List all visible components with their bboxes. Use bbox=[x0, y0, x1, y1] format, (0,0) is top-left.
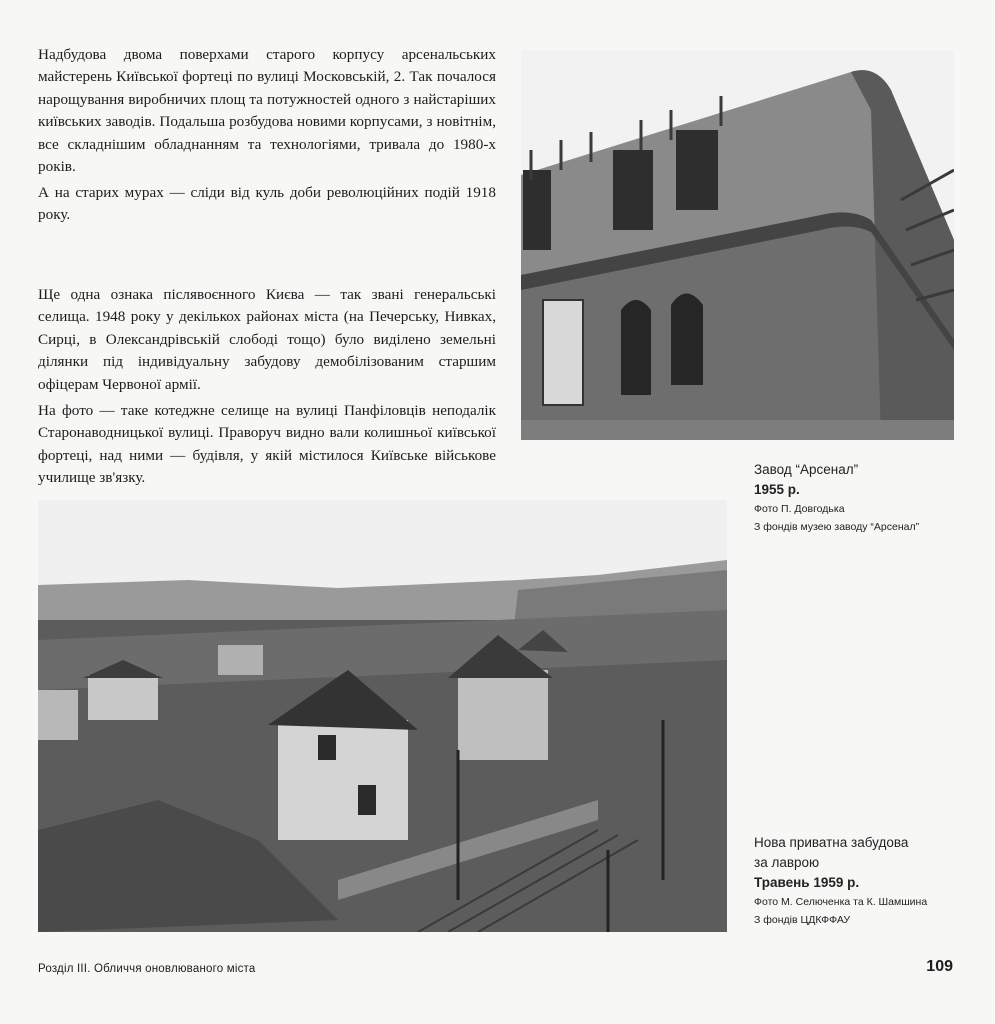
cottage-photo-caption bbox=[754, 833, 974, 929]
cottage-settlement-photo bbox=[38, 500, 727, 932]
caption-photographer: Фото М. Селюченка та К. Шамшина bbox=[754, 896, 928, 908]
caption-date: 1955 р. bbox=[754, 482, 800, 497]
caption-title-line1: Нова приватна забудова bbox=[754, 835, 909, 850]
arsenal-photo-caption bbox=[754, 460, 974, 536]
caption-photographer: Фото П. Довгодька bbox=[754, 503, 845, 515]
paragraph-photo-description: На фото — таке котеджне селище на вулиці Панфіловців неподалік Старонаводницької вулиці. Праворуч видно вали колишньої київської фортеці, над ними — будівля, у якій містилося Київське військове училище зв'язку. bbox=[38, 402, 496, 487]
cottage-settlement-illustration bbox=[38, 500, 727, 932]
arsenal-factory-photo bbox=[521, 50, 954, 440]
paragraph-bullet-traces: А на старих мурах — сліди від куль доби революційних подій 1918 року. bbox=[38, 184, 496, 224]
page-number: 109 bbox=[926, 958, 953, 975]
caption-title: Завод “Арсенал” bbox=[754, 462, 859, 477]
paragraph-generals-villages: Ще одна ознака післявоєнного Києва — так звані генеральські селища. 1948 року у декількох районах міста (на Печерську, Нивках, Сирці, в Олександрівській слободі тощо) було виділено земельні ділянки під індивідуальну забудову демобілізованим старшим офіцерам Червоної армії. bbox=[38, 286, 496, 393]
footer-section-title: Розділ III. Обличчя оновлюваного міста bbox=[38, 963, 256, 975]
arsenal-factory-illustration bbox=[521, 50, 954, 440]
paragraph-arsenal: Надбудова двома поверхами старого корпусу арсенальських майстерень Київської фортеці по вулиці Московській, 2. Так почалося нарощування виробничих площ та потужностей одного з найстаріших київських заводів. Подальша розбудова новими корпусами, з новітнім, все складнішим обладнанням та технологіями, тривала до 1980-х років. bbox=[38, 46, 496, 176]
caption-source: З фондів ЦДКФФАУ bbox=[754, 914, 851, 926]
caption-source: З фондів музею заводу “Арсенал” bbox=[754, 521, 920, 533]
caption-title-line2: за лаврою bbox=[754, 855, 820, 870]
caption-date: Травень 1959 р. bbox=[754, 875, 860, 890]
